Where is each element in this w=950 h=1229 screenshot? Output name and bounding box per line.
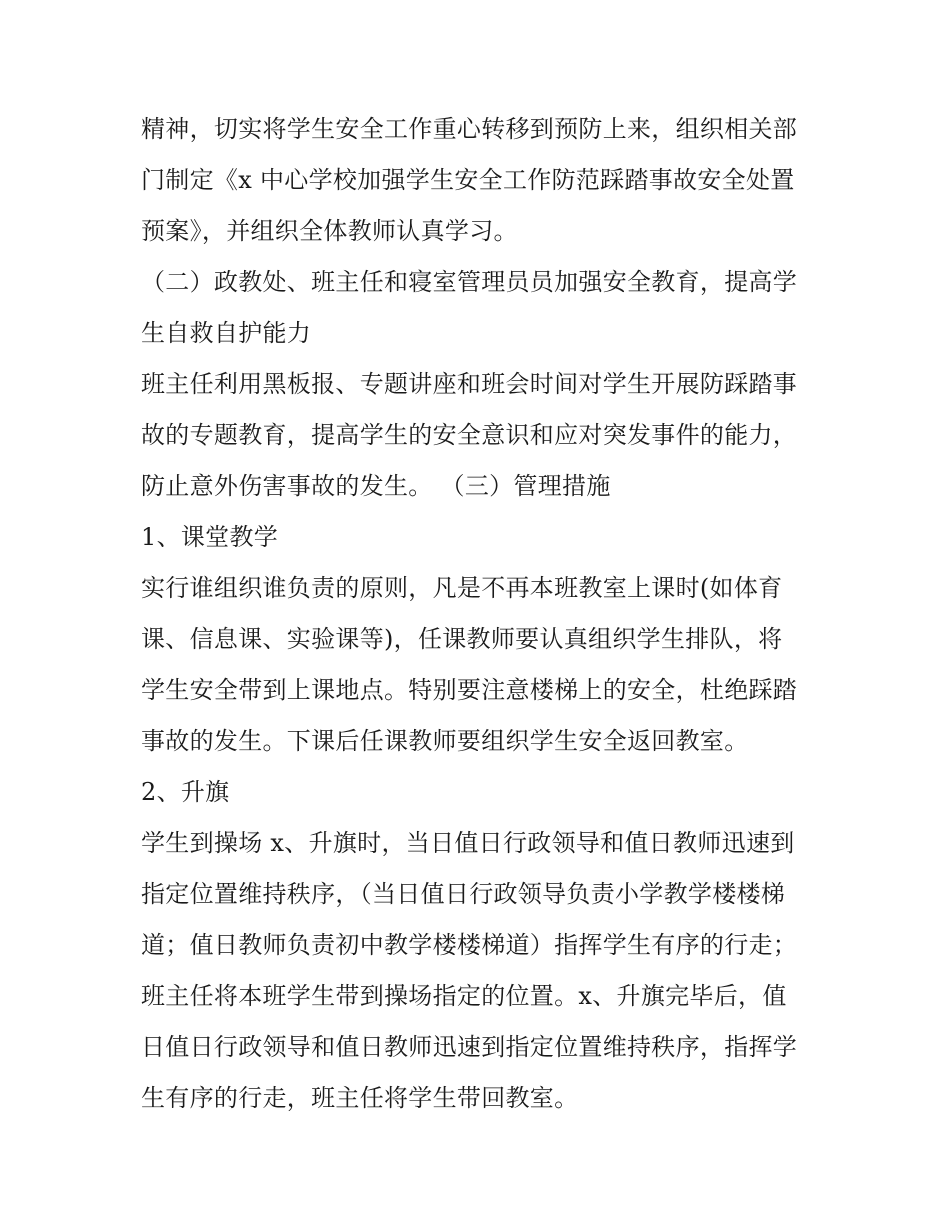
body-line: 指定位置维持秩序，（当日值日行政领导负责小学教学楼楼梯: [141, 880, 786, 908]
body-line: 事故的发生。下课后任课教师要组织学生安全返回教室。: [141, 727, 749, 755]
body-line: 生有序的行走，班主任将学生带回教室。: [141, 1084, 579, 1112]
body-line: 班主任利用黑板报、专题讲座和班会时间对学生开展防踩踏事: [141, 370, 798, 398]
subheading-line: 1、课堂教学: [141, 523, 279, 551]
body-line: 精神，切实将学生安全工作重心转移到预防上来，组织相关部: [141, 115, 798, 143]
subheading-line: 2、升旗: [141, 778, 230, 806]
body-line: 日值日行政领导和值日教师迅速到指定位置维持秩序，指挥学: [141, 1033, 798, 1061]
body-line: 学生到操场 x、升旗时，当日值日行政领导和值日教师迅速到: [141, 829, 795, 857]
document-body: [141, 104, 821, 1124]
body-line: 道；值日教师负责初中教学楼楼梯道）指挥学生有序的行走；: [141, 931, 798, 959]
section-heading-line: （二）政教处、班主任和寝室管理员员加强安全教育，提高学: [141, 268, 798, 296]
body-line: 实行谁组织谁负责的原则，凡是不再本班教室上课时(如体育: [141, 574, 783, 602]
body-line: 门制定《x 中心学校加强学生安全工作防范踩踏事故安全处置: [141, 166, 795, 194]
body-line: 预案》，并组织全体教师认真学习。: [141, 217, 518, 245]
body-line: 学生安全带到上课地点。特别要注意楼梯上的安全，杜绝踩踏: [141, 676, 798, 704]
body-line: 课、信息课、实验课等)，任课教师要认真组织学生排队，将: [141, 625, 783, 653]
body-line: 防止意外伤害事故的发生。 （三）管理措施: [141, 472, 611, 500]
body-line: 故的专题教育，提高学生的安全意识和应对突发事件的能力，: [141, 421, 798, 449]
section-heading-line: 生自救自护能力: [141, 319, 312, 347]
body-line: 班主任将本班学生带到操场指定的位置。x、升旗完毕后，值: [141, 982, 787, 1010]
